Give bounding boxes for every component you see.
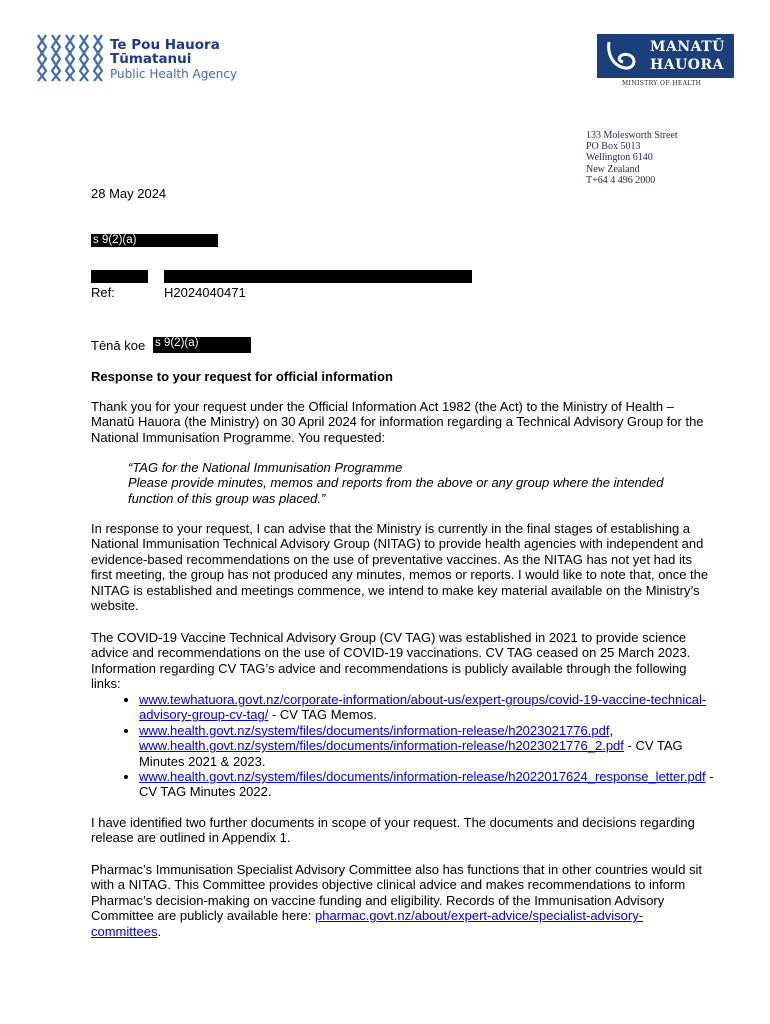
- link-description: - CV TAG Minutes 2022.: [139, 769, 714, 800]
- letter-heading: Response to your request for official information: [91, 369, 393, 384]
- logo-title-line2: Tūmatanui: [110, 51, 192, 67]
- paragraph-request: Thank you for your request under the Official Information Act 1982 (the Act) to the Ministry of Health – Manatū Hauora (the Ministry) on 30 April 2024 for information regarding a Technical Advisory Group for the National Immunisation Programme. You requested:: [91, 399, 704, 445]
- list-item: [139, 769, 729, 800]
- link-cvtag-minutes-1[interactable]: www.health.govt.nz/system/files/documents/information-release/h2023021776.pdf: [139, 722, 610, 738]
- pharmac-period: .: [157, 923, 162, 939]
- logo-title-line1: Te Pou Hauora: [110, 37, 220, 53]
- address-line: PO Box 5013: [586, 141, 641, 153]
- quote-line: Please provide minutes, memos and reports from the above or any group where the intended function of this group was placed.”: [128, 475, 664, 506]
- ministry-name-line1: MANATŪ: [650, 39, 725, 55]
- redaction-box: s 9(2)(a): [153, 337, 251, 353]
- redaction-box: [164, 270, 472, 283]
- logo-title: [110, 38, 220, 66]
- letter-date: 28 May 2024: [91, 186, 167, 201]
- ministry-of-health-label: MINISTRY OF HEALTH: [622, 80, 702, 87]
- link-pharmac[interactable]: pharmac.govt.nz/about/expert-advice/specialist-advisory-committees: [91, 908, 644, 939]
- ref-value: H2024040471: [164, 285, 246, 300]
- redaction-box: s 9(2)(a): [91, 234, 218, 247]
- list-item: • www.health.govt.nz/system/files/documents/information-release/h2023021776.pdf, www.health.govt.nz/system/files/documents/information-release/h2023021776_2.pdf - CV TAG Minutes 2021 & 2023.: [139, 723, 729, 769]
- link-cvtag-memos[interactable]: www.tewhatuora.govt.nz/corporate-information/about-us/expert-groups/covid-19-vaccine-technical-advisory-group-cv-tag/: [139, 692, 707, 723]
- ministry-name-line2: HAUORA: [650, 57, 724, 73]
- greeting: Tēnā koe: [91, 338, 146, 353]
- logo-subtitle: Public Health Agency: [110, 67, 238, 81]
- koru-icon: [605, 40, 639, 72]
- address-line: Wellington 6140: [586, 152, 653, 164]
- quote-line: “TAG for the National Immunisation Programme: [128, 460, 403, 475]
- link-cvtag-minutes-2022[interactable]: www.health.govt.nz/system/files/documents/information-release/h2022017624_response_letter.pdf: [139, 769, 706, 785]
- link-description: - CV TAG Memos.: [268, 707, 377, 723]
- ref-label: Ref:: [91, 285, 115, 300]
- link-description: - CV TAG Minutes 2021 & 2023.: [139, 738, 683, 769]
- address-block: [586, 130, 678, 186]
- redaction-box: [91, 270, 148, 283]
- links-list: [115, 692, 729, 800]
- address-line: New Zealand: [586, 163, 640, 175]
- paragraph-cvtag: The COVID-19 Vaccine Technical Advisory Group (CV TAG) was established in 2021 to provide science advice and recommendations on the use of COVID-19 vaccinations. CV TAG ceased on 25 March 2023. Information regarding CV TAG’s advice and recommendations is publicly available through the following links:: [91, 630, 691, 692]
- request-quote: [128, 460, 708, 506]
- paragraph-pharmac: [91, 862, 711, 939]
- pharmac-text: Pharmac’s Immunisation Specialist Advisory Committee also has functions that in other countries would sit with a NITAG. This Committee provides objective clinical advice and makes recommendations to inform Pharmac’s decision-making on vaccine funding and eligibility. Records of the Immunisation Advisory Committee are publicly available here:: [91, 862, 703, 924]
- ministry-logo-text: [650, 38, 725, 74]
- phone-line: T+64 4 496 2000: [586, 174, 656, 186]
- list-item: [139, 692, 729, 723]
- paragraph-documents: I have identified two further documents in scope of your request. The documents and decisions regarding release are outlined in Appendix 1.: [91, 815, 695, 846]
- paragraph-response: In response to your request, I can advise that the Ministry is currently in the final stages of establishing a National Immunisation Technical Advisory Group (NITAG) to provide health agencies with independent and evidence-based recommendations on the use of preventative vaccines. As the NITAG has not yet had its first meeting, the group has not produced any minutes, memos or reports. I would like to note that, once the NITAG is established and meetings commence, we intend to make key material available on the Ministry’s website.: [91, 521, 709, 614]
- address-line: 133 Molesworth Street: [586, 130, 678, 141]
- link-cvtag-minutes-2[interactable]: www.health.govt.nz/system/files/documents/information-release/h2023021776_2.pdf: [139, 738, 624, 754]
